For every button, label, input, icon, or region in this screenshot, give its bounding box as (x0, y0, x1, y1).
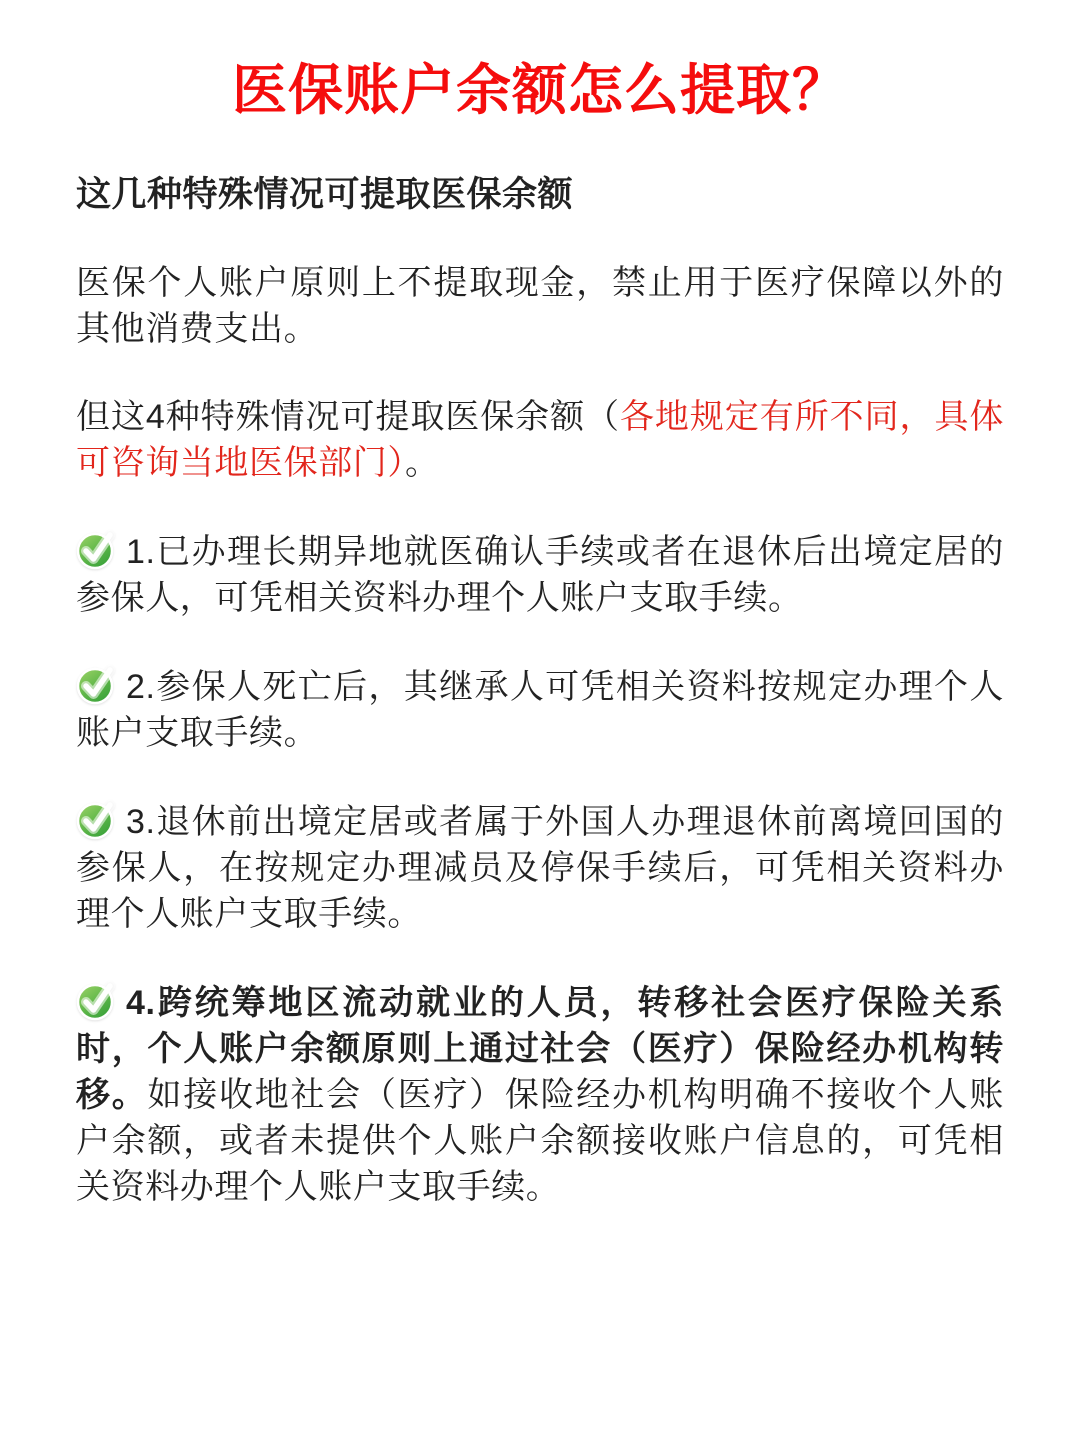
list-item-3-text: 3.退休前出境定居或者属于外国人办理退休前离境回国的参保人，在按规定办理减员及停保手续后，可凭相关资料办理个人账户支取手续。 (76, 803, 1004, 933)
list-item-3 (76, 798, 1004, 937)
condition-highlight: 各地规定有所不同，具体可咨询当地医保部门） (76, 398, 1004, 482)
check-circle-icon (76, 528, 120, 570)
condition-suffix: 。 (405, 444, 440, 482)
list-item-2 (76, 663, 1004, 756)
list-item-1-text: 1.已办理长期异地就医确认手续或者在退休后出境定居的参保人，可凭相关资料办理个人账户支取手续。 (76, 533, 1004, 617)
list-item-4-text: 如接收地社会（医疗）保险经办机构明确不接收个人账户余额，或者未提供个人账户余额接收账户信息的，可凭相关资料办理个人账户支取手续。 (76, 1076, 1005, 1206)
intro-text: 医保个人账户原则上不提取现金，禁止用于医疗保障以外的其他消费支出。 (76, 264, 1004, 348)
check-circle-icon (76, 979, 120, 1021)
condition-paragraph (76, 394, 1004, 486)
list-item-4-bold-text: 4.跨统筹地区流动就业的人员，转移社会医疗保险关系时，个人账户余额原则上通过社会（医疗）保险经办机构转移。 (76, 984, 1004, 1114)
list-item-4 (76, 979, 1004, 1210)
intro-paragraph (76, 260, 1004, 352)
check-circle-icon (76, 663, 120, 705)
list-item-1 (76, 528, 1004, 621)
list-item-2-text: 2.参保人死亡后，其继承人可凭相关资料按规定办理个人账户支取手续。 (76, 668, 1004, 752)
section-heading: 这几种特殊情况可提取医保余额 (76, 175, 574, 214)
condition-prefix: 但这4种特殊情况可提取医保余额（ (76, 398, 620, 436)
page-title: 医保账户余额怎么提取？ (231, 59, 848, 121)
check-circle-icon (76, 798, 120, 840)
